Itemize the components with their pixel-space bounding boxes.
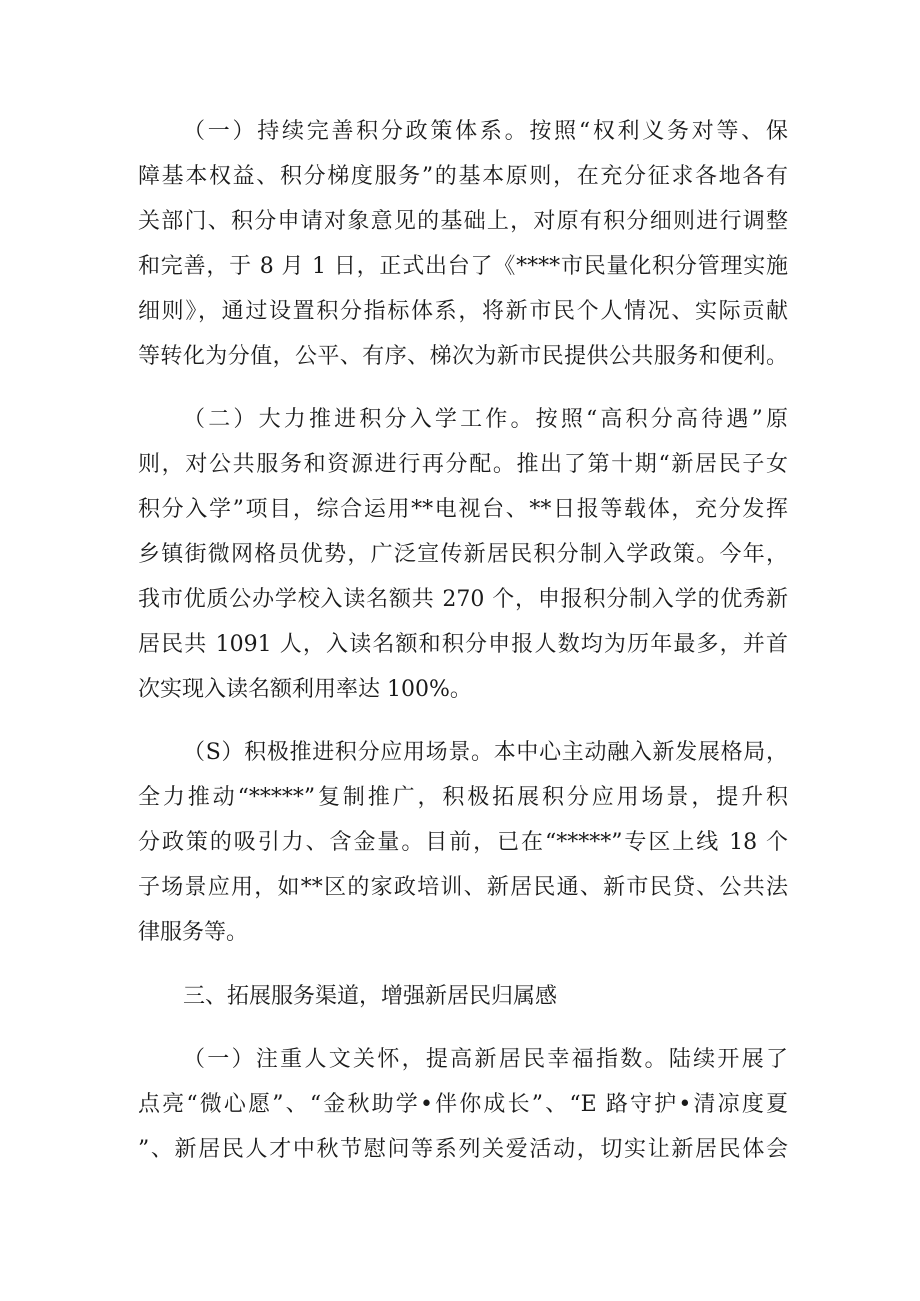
paragraph-2-line-5: 我市优质公办学校入读名额共 270 个，申报积分制入学的优秀新 (138, 587, 788, 612)
paragraph-2-line-2: 则，对公共服务和资源进行再分配。推出了第十期“新居民子女 (138, 452, 788, 477)
paragraph-1-line-2: 障基本权益、积分梯度服务”的基本原则，在充分征求各地各有 (138, 164, 788, 189)
paragraph-1-line-6: 等转化为分值，公平、有序、梯次为新市民提供公共服务和便利。 (138, 344, 788, 369)
paragraph-4-line-2: 点亮“微心愿”、“金秋助学•伴你成长”、“E 路守护•清凉度夏 (138, 1092, 788, 1117)
paragraph-1-line-4: 和完善，于 8 月 1 日，正式出台了《****市民量化积分管理实施 (138, 254, 788, 279)
paragraph-4-line-3: ”、新居民人才中秋节慰问等系列关爱活动，切实让新居民体会 (138, 1137, 788, 1162)
paragraph-2-line-3: 积分入学”项目，综合运用**电视台、**日报等载体，充分发挥 (138, 497, 788, 522)
paragraph-2-line-4: 乡镇街微网格员优势，广泛宣传新居民积分制入学政策。今年， (138, 542, 788, 567)
paragraph-3-line-4: 子场景应用，如**区的家政培训、新居民通、新市民贷、公共法 (138, 875, 788, 900)
paragraph-1-line-5: 细则》，通过设置积分指标体系，将新市民个人情况、实际贡献 (138, 299, 788, 324)
paragraph-3-line-1: （S）积极推进积分应用场景。本中心主动融入新发展格局， (183, 740, 788, 765)
paragraph-1-line-1: （一）持续完善积分政策体系。按照“权利义务对等、保 (183, 119, 788, 144)
paragraph-3-line-3: 分政策的吸引力、含金量。目前，已在“*****”专区上线 18 个 (138, 830, 788, 855)
paragraph-3-line-5: 律服务等。 (138, 920, 249, 945)
section-heading: 三、拓展服务渠道，增强新居民归属感 (183, 984, 558, 1009)
paragraph-4-line-1: （一）注重人文关怀，提高新居民幸福指数。陆续开展了 (183, 1047, 788, 1072)
paragraph-2-line-1: （二）大力推进积分入学工作。按照“高积分高待遇”原 (183, 407, 788, 432)
paragraph-3-line-2: 全力推动“*****”复制推广，积极拓展积分应用场景，提升积 (138, 785, 788, 810)
paragraph-1-line-3: 关部门、积分申请对象意见的基础上，对原有积分细则进行调整 (138, 209, 788, 234)
paragraph-2-line-6: 居民共 1091 人，入读名额和积分申报人数均为历年最多，并首 (138, 632, 788, 657)
paragraph-2-line-7: 次实现入读名额利用率达 100%。 (138, 677, 472, 702)
